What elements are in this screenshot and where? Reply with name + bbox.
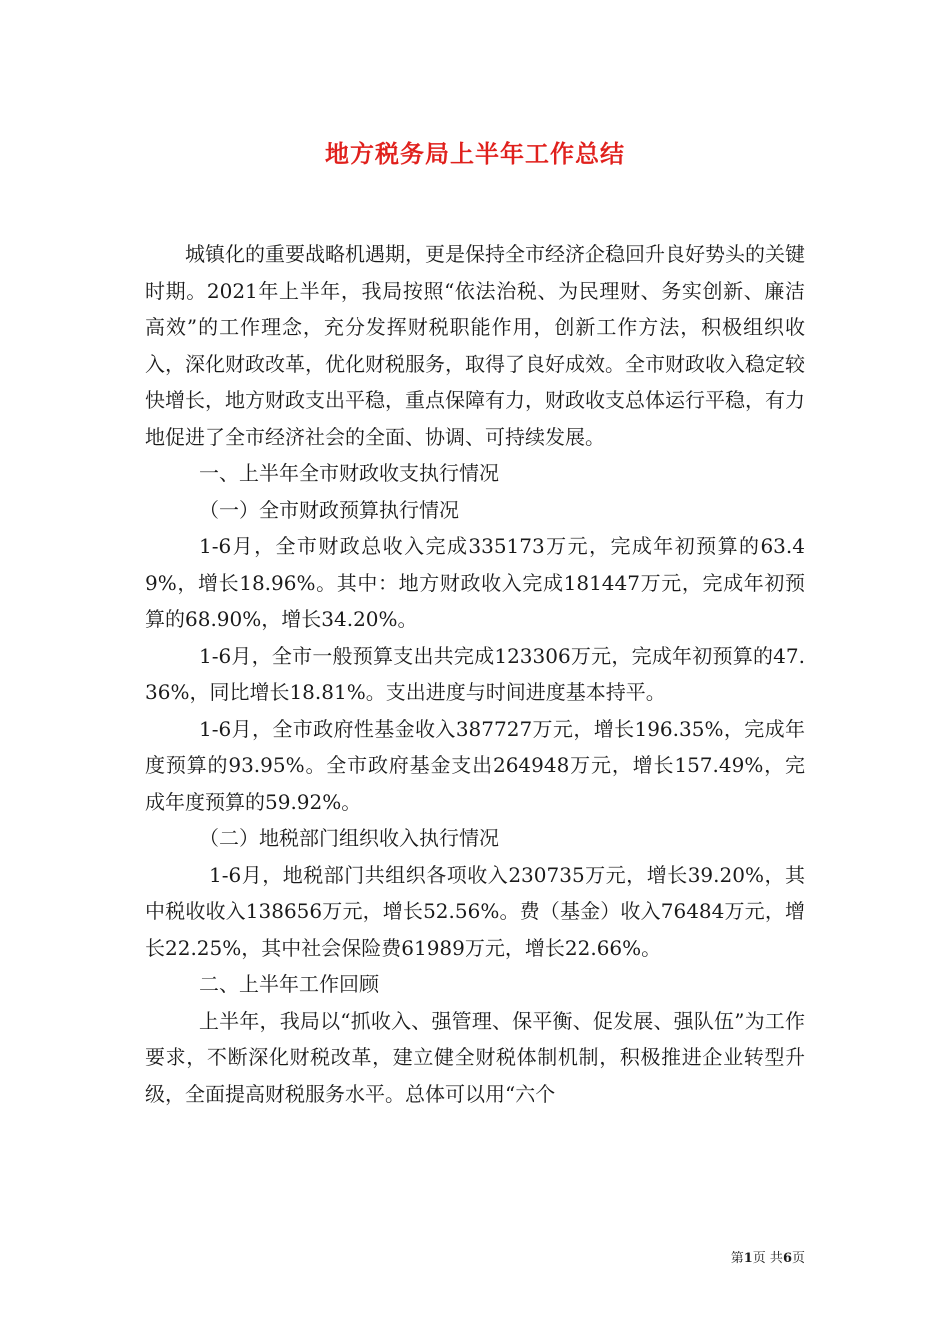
footer-current-page: 1 — [743, 1251, 753, 1266]
intro-paragraph: 城镇化的重要战略机遇期，更是保持全市经济企稳回升良好势头的关键时期。2021年上半年，我局按照“依法治税、为民理财、务实创新、廉洁高效”的工作理念，充分发挥财税职能作用，创新工作方法，积极组织收入，深化财政改革，优化财税服务，取得了良好成效。全市财政收入稳定较快增长，地方财政支出平稳，重点保障有力，财政收支总体运行平稳，有力地促进了全市经济社会的全面、协调、可持续发展。 — [145, 242, 805, 449]
section-heading-2: 二、上半年工作回顾 — [199, 972, 379, 996]
page-number-footer — [731, 1247, 805, 1266]
document-title: 地方税务局上半年工作总结 — [325, 140, 625, 168]
subsection-heading-1: （一）全市财政预算执行情况 — [199, 497, 459, 522]
footer-prefix: 第 — [730, 1251, 744, 1266]
footer-total-pages: 6 — [782, 1251, 792, 1266]
footer-middle: 页 共 — [752, 1251, 783, 1266]
footer-suffix: 页 — [791, 1251, 805, 1266]
section-heading-1: 一、上半年全市财政收支执行情况 — [199, 461, 499, 485]
budget-income-paragraph: 1-6月，全市财政总收入完成335173万元，完成年初预算的63.49%，增长18.96%。其中：地方财政收入完成181447万元，完成年初预算的68.90%，增长34.20%。 — [145, 534, 805, 631]
subsection-heading-2: （二）地税部门组织收入执行情况 — [199, 826, 499, 850]
tax-revenue-paragraph: 1-6月，地税部门共组织各项收入230735万元，增长39.20%，其中税收收入138656万元，增长52.56%。费（基金）收入76484万元，增长22.25%，其中社会保险费61989万元，增长22.66%。 — [145, 862, 805, 960]
government-fund-paragraph: 1-6月，全市政府性基金收入387727万元，增长196.35%，完成年度预算的93.95%。全市政府基金支出264948万元，增长157.49%，完成年度预算的59.92%。 — [145, 716, 805, 814]
budget-expenditure-paragraph: 1-6月，全市一般预算支出共完成123306万元，完成年初预算的47.36%，同比增长18.81%。支出进度与时间进度基本持平。 — [145, 643, 805, 704]
document-body — [145, 236, 805, 1112]
review-paragraph: 上半年，我局以“抓收入、强管理、保平衡、促发展、强队伍”为工作要求，不断深化财税改革，建立健全财税体制机制，积极推进企业转型升级，全面提高财税服务水平。总体可以用“六个 — [145, 1008, 805, 1106]
